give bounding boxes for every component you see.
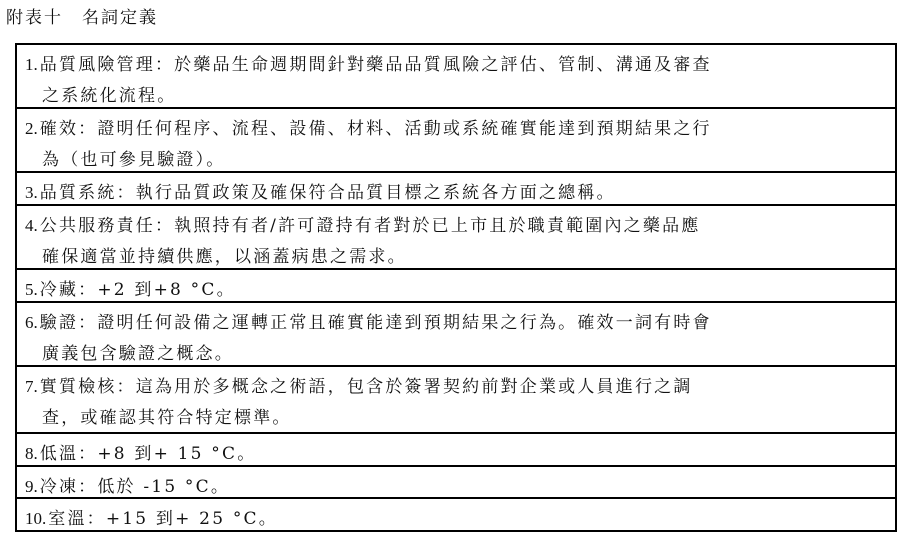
definition-number: 3. (25, 183, 38, 202)
definition-row-quality-risk-management (17, 45, 895, 109)
definition-text: 品質風險管理：於藥品生命週期間針對藥品品質風險之評估、管制、溝通及審查 (39, 55, 712, 75)
definition-text: 實質檢核：這為用於多概念之術語，包含於簽署契約前對企業或人員進行之調 (39, 377, 693, 397)
table-caption: 附表十 名詞定義 (6, 8, 158, 28)
definition-text: 冷藏：+2 到+8 °C。 (39, 280, 236, 300)
definition-text: 品質系統：執行品質政策及確保符合品質目標之系統各方面之總稱。 (39, 183, 616, 203)
definition-text-continued: 查，或確認其符合特定標準。 (42, 408, 292, 428)
definition-number: 1. (25, 55, 38, 74)
definition-row-qualification (17, 303, 895, 367)
definition-row-public-service-obligation (17, 206, 895, 270)
definition-row-validation (17, 109, 895, 173)
definition-row-cool (17, 434, 895, 467)
definition-row-room-temperature (17, 499, 895, 530)
definition-text: 驗證：證明任何設備之運轉正常且確實能達到預期結果之行為。確效一詞有時會 (39, 313, 712, 333)
definition-text-continued: 為（也可參見驗證）。 (42, 150, 226, 170)
definition-text-continued: 廣義包含驗證之概念。 (42, 344, 234, 364)
definition-text: 低溫：+8 到+ 15 °C。 (39, 444, 257, 464)
definition-number: 7. (25, 377, 38, 396)
definition-number: 8. (25, 444, 38, 463)
definition-text: 冷凍：低於 -15 °C。 (39, 477, 231, 497)
definition-row-quality-system (17, 173, 895, 206)
definition-row-refrigerated (17, 270, 895, 303)
definition-number: 6. (25, 313, 38, 332)
definition-text-continued: 之系統化流程。 (42, 86, 177, 106)
definition-number: 5. (25, 280, 38, 299)
definition-text-continued: 確保適當並持續供應，以涵蓋病患之需求。 (42, 247, 407, 267)
definition-row-frozen (17, 467, 895, 499)
definition-row-due-diligence (17, 367, 895, 434)
definition-text: 室溫：+15 到+ 25 °C。 (48, 509, 278, 529)
definition-number: 10. (25, 509, 47, 528)
definition-number: 2. (25, 119, 38, 138)
definition-number: 9. (25, 477, 38, 496)
definition-text: 確效：證明任何程序、流程、設備、材料、活動或系統確實能達到預期結果之行 (39, 119, 712, 139)
definitions-table (15, 43, 897, 532)
definition-number: 4. (25, 216, 38, 235)
definition-text: 公共服務責任：執照持有者/許可證持有者對於已上市且於職責範圍內之藥品應 (39, 216, 701, 236)
